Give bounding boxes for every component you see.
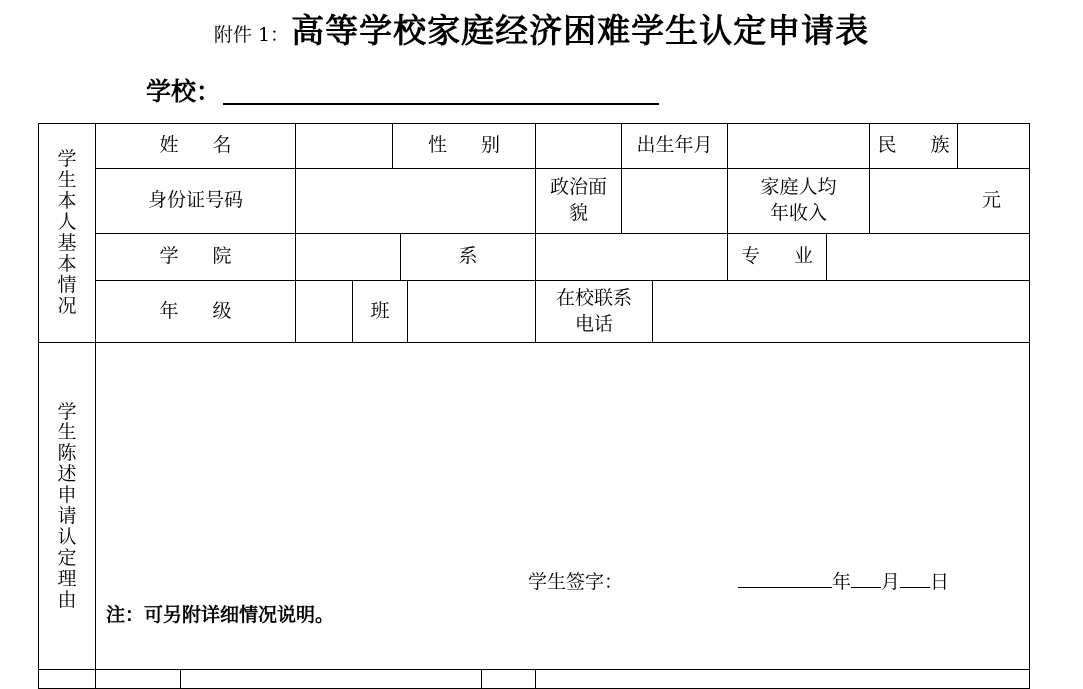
year-label: 年 (832, 571, 852, 593)
next-section-cell (95, 669, 181, 689)
next-section-cell (535, 669, 1030, 689)
college-field[interactable] (295, 233, 401, 281)
side-char: 况 (57, 294, 77, 317)
school-label: 学校： (146, 77, 222, 106)
form-title: 高等学校家庭经济困难学生认定申请表 (291, 11, 870, 50)
side-char: 生 (57, 421, 77, 444)
side-char: 定 (57, 546, 77, 569)
gender-label: 性 别 (392, 123, 536, 169)
side-char: 本 (57, 190, 77, 213)
signature-date (738, 567, 949, 594)
political-status-label: 政治面 貌 (535, 168, 622, 234)
id-number-label: 身份证号码 (95, 168, 296, 234)
class-field[interactable] (407, 280, 536, 343)
income-unit: 元 (981, 189, 1001, 212)
school-row (146, 74, 659, 108)
side-char: 述 (57, 463, 77, 486)
side-char: 基 (57, 232, 77, 254)
next-section-cell (180, 669, 482, 689)
phone-field[interactable] (652, 280, 1030, 343)
page-title (0, 8, 1083, 52)
signature-label: 学生签字： (528, 571, 624, 593)
school-input-line[interactable] (223, 103, 659, 105)
month-label: 月 (881, 571, 901, 593)
class-label: 班 (352, 280, 408, 343)
side-char: 理 (57, 567, 77, 590)
next-section-side (38, 669, 96, 689)
family-income-field[interactable] (869, 168, 1030, 234)
statement-side-label (38, 342, 96, 670)
department-label: 系 (400, 233, 536, 281)
side-char: 人 (57, 211, 77, 234)
name-field[interactable] (295, 123, 393, 169)
side-char: 请 (57, 505, 77, 527)
side-char: 学 (57, 400, 77, 423)
day-blank[interactable] (900, 569, 930, 588)
id-number-field[interactable] (295, 168, 536, 234)
attachment-note: 注：可另附详细情况说明。 (106, 604, 335, 626)
birth-field[interactable] (727, 123, 870, 169)
name-label: 姓 名 (95, 123, 296, 169)
side-char: 认 (57, 525, 77, 548)
birth-label: 出生年月 (621, 123, 728, 169)
political-status-field[interactable] (621, 168, 728, 234)
side-char: 申 (57, 484, 77, 507)
month-blank[interactable] (851, 569, 881, 588)
phone-label: 在校联系 电话 (535, 280, 653, 343)
side-char: 本 (57, 252, 77, 275)
attachment-prefix: 附件 1： (213, 24, 290, 46)
basic-info-side-label (38, 123, 96, 343)
gender-field[interactable] (535, 123, 622, 169)
ethnicity-field[interactable] (957, 123, 1030, 169)
grade-field[interactable] (295, 280, 353, 343)
ethnicity-label: 民 族 (869, 123, 958, 169)
major-label: 专 业 (727, 233, 827, 281)
side-char: 生 (57, 169, 77, 192)
family-income-label: 家庭人均 年收入 (727, 168, 870, 234)
day-label: 日 (930, 571, 950, 593)
grade-label: 年 级 (95, 280, 296, 343)
signature-line (528, 567, 623, 594)
side-char: 情 (57, 273, 77, 296)
major-field[interactable] (826, 233, 1030, 281)
side-char: 陈 (57, 442, 77, 465)
year-blank[interactable] (738, 569, 832, 588)
college-label: 学 院 (95, 233, 296, 281)
next-section-cell (481, 669, 536, 689)
side-char: 学 (57, 148, 77, 171)
department-field[interactable] (535, 233, 728, 281)
side-char: 由 (57, 588, 77, 611)
